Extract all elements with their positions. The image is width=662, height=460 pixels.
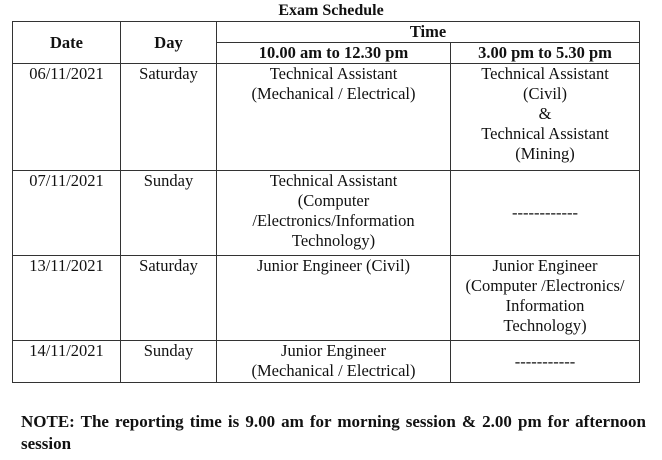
row-afternoon-exam [451,171,640,256]
table-row [13,171,640,256]
row-date: 14/11/2021 [13,341,121,383]
table-row [13,341,640,383]
row-afternoon-exam [451,341,640,383]
exam-line: Technical Assistant [269,64,398,83]
exam-line: (Civil) [523,84,567,103]
exam-line: Junior Engineer (Civil) [256,256,411,275]
exam-line: Technology) [503,316,587,335]
exam-line: Technology) [291,231,376,250]
exam-line: (Computer [297,191,370,210]
row-date: 07/11/2021 [13,171,121,256]
empty-slot-dashes: ----------- [514,351,576,371]
exam-line: Junior Engineer [492,256,598,275]
exam-line: (Mining) [515,144,575,163]
header-morning-slot: 10.00 am to 12.30 pm [217,43,451,64]
exam-line: Junior Engineer [281,341,386,360]
schedule-title: Exam Schedule [278,2,384,19]
row-date: 06/11/2021 [13,64,121,171]
row-day: Saturday [121,256,217,341]
row-date: 13/11/2021 [13,256,121,341]
row-afternoon-exam [451,64,640,171]
exam-line: (Mechanical / Electrical) [251,84,416,103]
header-day: Day [121,22,217,64]
exam-line: (Computer /Electronics/ [465,276,625,295]
exam-line: Technical Assistant [481,64,609,83]
row-day: Sunday [121,171,217,256]
exam-line: Technical Assistant [481,124,609,143]
row-day: Sunday [121,341,217,383]
row-morning-exam [217,341,451,383]
exam-line: & [538,104,552,123]
row-day: Saturday [121,64,217,171]
table-row [13,256,640,341]
row-afternoon-exam [451,256,640,341]
row-morning-exam [217,256,451,341]
header-date: Date [13,22,121,64]
header-afternoon-slot: 3.00 pm to 5.30 pm [451,43,640,64]
header-time: Time [217,22,640,43]
exam-line: /Electronics/Information [252,211,415,230]
row-morning-exam [217,64,451,171]
table-row [13,64,640,171]
exam-schedule-table [12,21,640,383]
exam-line: Technical Assistant [269,171,398,190]
empty-slot-dashes: ------------ [512,203,578,222]
reporting-time-note: NOTE: The reporting time is 9.00 am for morning session & 2.00 pm for afternoon session [21,412,646,453]
row-morning-exam [217,171,451,256]
exam-line: Information [505,296,585,315]
exam-line: (Mechanical / Electrical) [251,361,416,380]
